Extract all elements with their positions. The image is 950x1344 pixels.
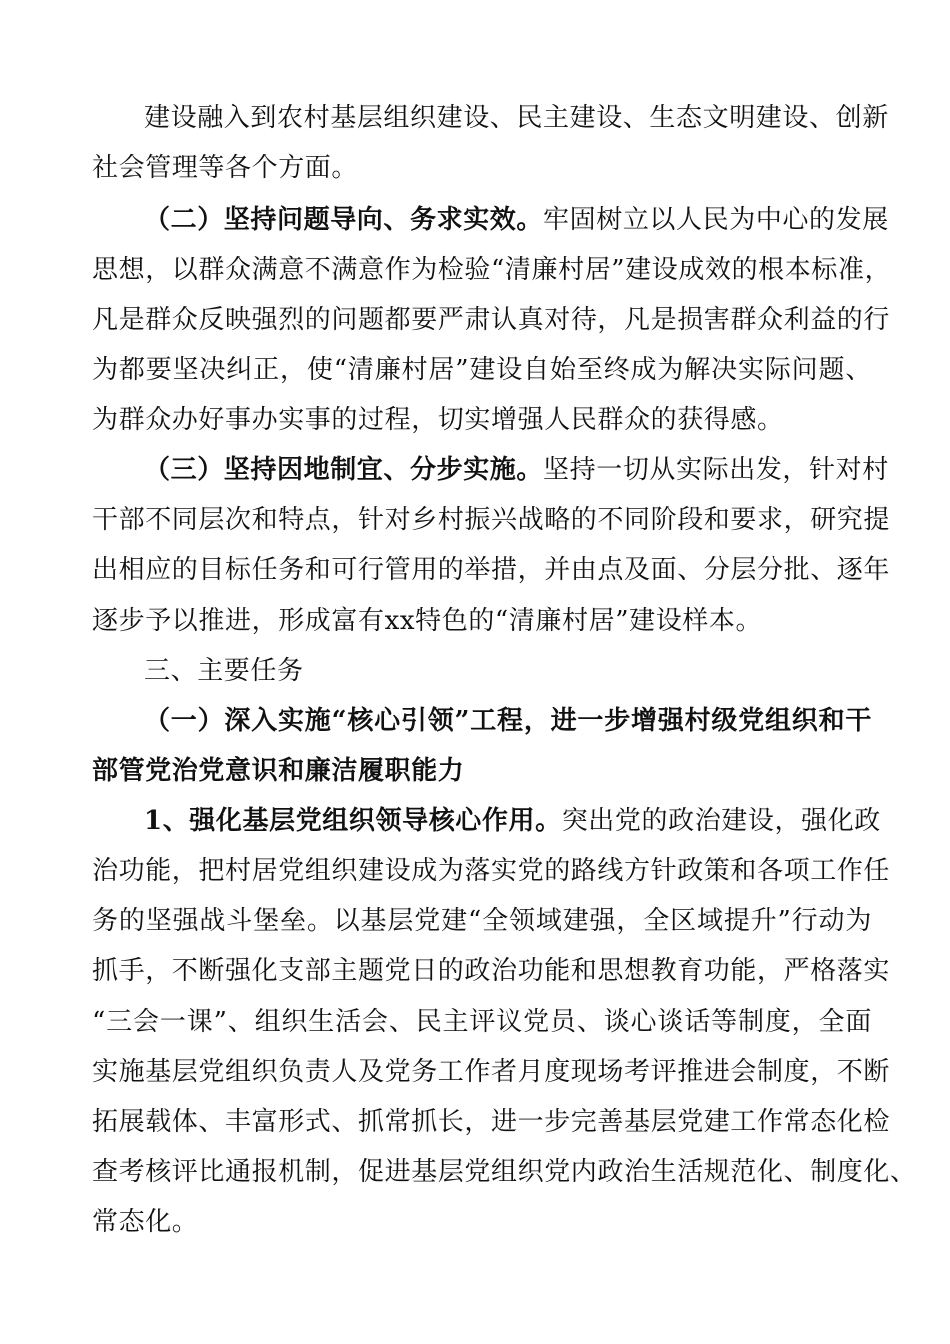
paragraph-line-7: 为群众办好事办实事的过程，切实增强人民群众的获得感。 — [92, 405, 784, 435]
paragraph-line-17: 务的坚强战斗堡垒。以基层党建“全领域建强，全区域提升”行动为 — [92, 906, 872, 936]
body-run: 牢固树立以人民为中心的发展 — [543, 205, 889, 235]
paragraph-line-5: 凡是群众反映强烈的问题都要严肃认真对待，凡是损害群众利益的行 — [92, 305, 891, 335]
heading-run-2: （二）坚持问题导向、务求实效。 — [144, 205, 544, 235]
paragraph-line-20: 实施基层党组织负责人及党务工作者月度现场考评推进会制度，不断 — [92, 1057, 891, 1087]
subsection-heading-line-1: （一）深入实施“核心引领”工程，进一步增强村级党组织和干 — [144, 706, 872, 736]
paragraph-line-22: 查考核评比通报机制，促进基层党组织党内政治生活规范化、制度化、 — [92, 1157, 917, 1187]
body-run: 突出党的政治建设，强化政 — [561, 806, 881, 836]
section-heading: 三、主要任务 — [144, 656, 304, 686]
heading-run-3: （三）坚持因地制宜、分步实施。 — [144, 455, 544, 485]
paragraph-line-8 — [144, 454, 889, 486]
paragraph-line-1: 建设融入到农村基层组织建设、民主建设、生态文明建设、创新 — [144, 103, 889, 133]
paragraph-line-6: 为都要坚决纠正，使“清廉村居”建设自始至终成为解决实际问题、 — [92, 355, 872, 385]
body-run: 坚持一切从实际出发，针对村 — [543, 455, 889, 485]
paragraph-line-21: 拓展载体、丰富形式、抓常抓长，进一步完善基层党建工作常态化检 — [92, 1107, 891, 1137]
paragraph-line-19: “三会一课”、组织生活会、民主评议党员、谈心谈话等制度，全面 — [92, 1007, 872, 1037]
paragraph-line-4: 思想，以群众满意不满意作为检验“清廉村居”建设成效的根本标准， — [92, 255, 892, 285]
item-heading-run: 1、强化基层党组织领导核心作用。 — [144, 806, 562, 836]
paragraph-line-10: 出相应的目标任务和可行管用的举措，并由点及面、分层分批、逐年 — [92, 555, 891, 585]
paragraph-line-23: 常态化。 — [92, 1207, 199, 1237]
paragraph-line-9: 干部不同层次和特点，针对乡村振兴战略的不同阶段和要求，研究提 — [92, 505, 891, 535]
paragraph-line-3 — [144, 204, 889, 236]
paragraph-line-16: 治功能，把村居党组织建设成为落实党的路线方针政策和各项工作任 — [92, 856, 891, 886]
paragraph-line-11: 逐步予以推进，形成富有xx特色的“清廉村居”建设样本。 — [92, 606, 763, 636]
paragraph-line-2: 社会管理等各个方面。 — [92, 153, 359, 183]
paragraph-line-15 — [144, 805, 881, 837]
paragraph-line-18: 抓手，不断强化支部主题党日的政治功能和思想教育功能，严格落实 — [92, 956, 891, 986]
subsection-heading-line-2: 部管党治党意识和廉洁履职能力 — [92, 756, 465, 786]
